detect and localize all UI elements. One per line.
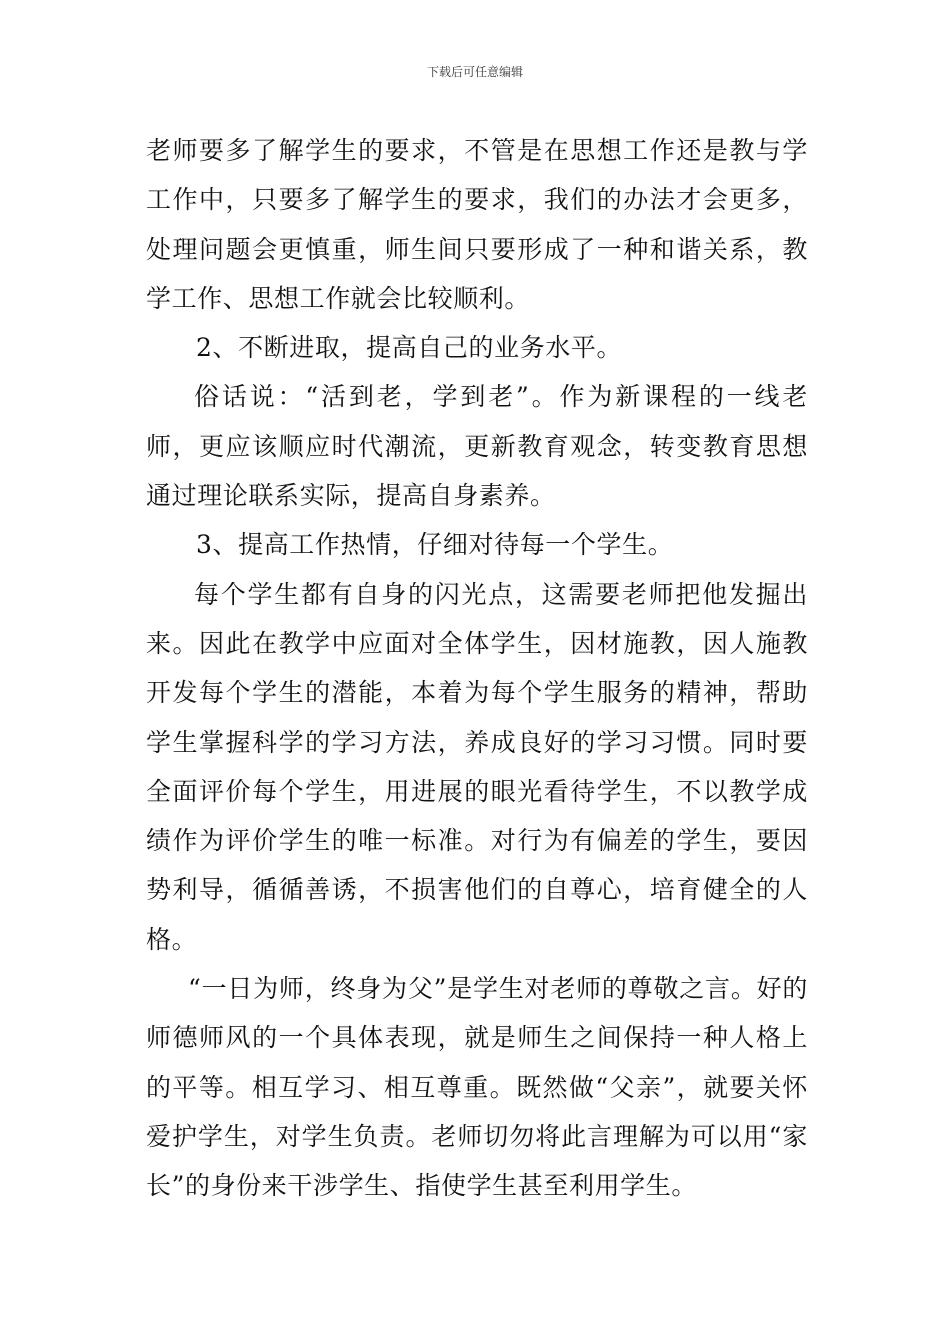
paragraph-intro: 老师要多了解学生的要求，不管是在思想工作还是教与学工作中，只要多了解学生的要求，我们的办法才会更多，处理问题会更慎重，师生间只要形成了一种和谐关系，教学工作、思想工作就会比较顺利。 xyxy=(146,136,808,313)
document-body xyxy=(146,126,808,1211)
paragraph-teacher-respect: “一日为师，终身为父”是学生对老师的尊敬之言。好的师德师风的一个具体表现，就是师生之间保持一种人格上的平等。相互学习、相互尊重。既然做“父亲”，就要关怀爱护学生，对学生负责。老师切勿将此言理解为可以用“家长”的身份来干涉学生、指使学生甚至利用学生。 xyxy=(146,974,808,1201)
page-header-note: 下载后可任意编辑 xyxy=(426,65,523,79)
section-heading-2: 2、不断进取，提高自己的业务水平。 xyxy=(196,333,623,363)
section-heading-3: 3、提高工作热情，仔细对待每一个学生。 xyxy=(196,530,674,560)
paragraph-lifelong-learning: 俗话说：“活到老，学到老”。作为新课程的一线老师，更应该顺应时代潮流，更新教育观念，转变教育思想通过理论联系实际，提高自身素养。 xyxy=(146,382,808,511)
paragraph-every-student: 每个学生都有自身的闪光点，这需要老师把他发掘出来。因此在教学中应面对全体学生，因材施教，因人施教开发每个学生的潜能，本着为每个学生服务的精神，帮助学生掌握科学的学习方法，养成良好的学习习惯。同时要全面评价每个学生，用进展的眼光看待学生，不以教学成绩作为评价学生的唯一标准。对行为有偏差的学生，要因势利导，循循善诱，不损害他们的自尊心，培育健全的人格。 xyxy=(146,579,808,954)
